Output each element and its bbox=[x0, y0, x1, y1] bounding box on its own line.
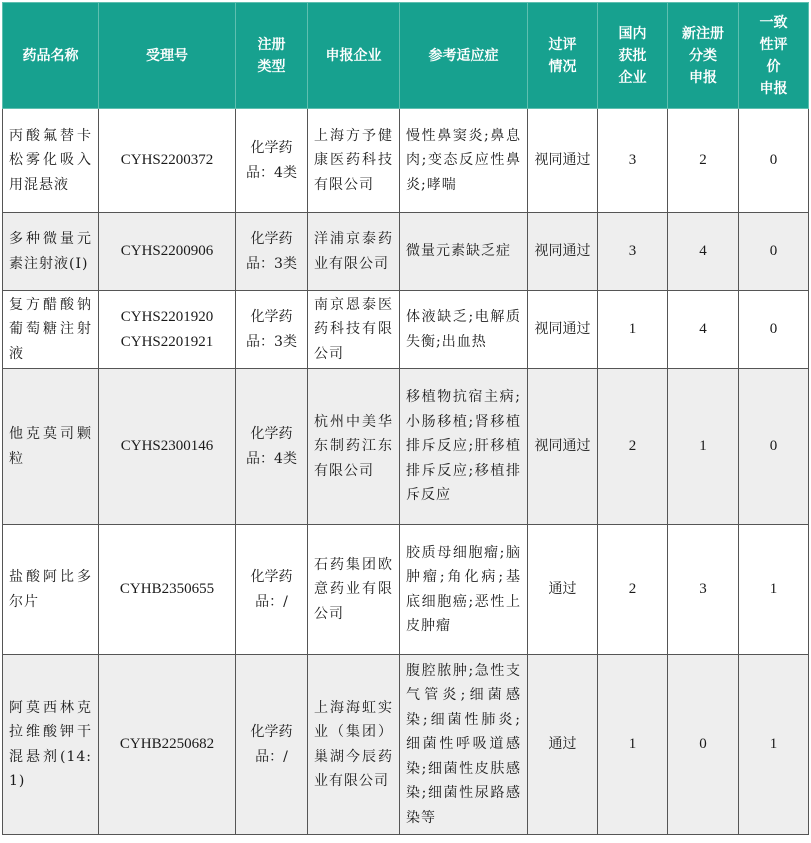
consistency-cell: 0 bbox=[739, 109, 809, 213]
new-reg-cell: 4 bbox=[668, 291, 739, 369]
header-indication: 参考适应症 bbox=[400, 3, 528, 109]
consistency-cell: 0 bbox=[739, 213, 809, 291]
header-new-reg: 新注册 分类 申报 bbox=[668, 3, 739, 109]
header-domestic: 国内 获批 企业 bbox=[598, 3, 668, 109]
accept-no-cell: CYHS2300146 bbox=[99, 369, 236, 525]
domestic-cell: 1 bbox=[598, 291, 668, 369]
header-row bbox=[3, 3, 809, 109]
review-cell: 视同通过 bbox=[528, 291, 598, 369]
new-reg-cell: 3 bbox=[668, 525, 739, 655]
table-row bbox=[3, 525, 809, 655]
accept-no-cell: CYHS2201920 CYHS2201921 bbox=[99, 291, 236, 369]
table-row bbox=[3, 369, 809, 525]
company-cell: 上海方予健康医药科技有限公司 bbox=[308, 109, 400, 213]
accept-no-cell: CYHB2350655 bbox=[99, 525, 236, 655]
consistency-cell: 1 bbox=[739, 655, 809, 835]
drug-name-cell: 阿莫西林克拉维酸钾干混悬剂(14:1) bbox=[3, 655, 99, 835]
drug-name-cell: 复方醋酸钠葡萄糖注射液 bbox=[3, 291, 99, 369]
review-cell: 通过 bbox=[528, 655, 598, 835]
company-cell: 洋浦京泰药业有限公司 bbox=[308, 213, 400, 291]
review-cell: 通过 bbox=[528, 525, 598, 655]
drug-name-cell: 盐酸阿比多尔片 bbox=[3, 525, 99, 655]
review-cell: 视同通过 bbox=[528, 369, 598, 525]
drug-name-cell: 多种微量元素注射液(Ⅰ) bbox=[3, 213, 99, 291]
table-row bbox=[3, 213, 809, 291]
domestic-cell: 3 bbox=[598, 213, 668, 291]
drug-name-cell: 丙酸氟替卡松雾化吸入用混悬液 bbox=[3, 109, 99, 213]
reg-type-cell: 化学药品：/ bbox=[236, 525, 308, 655]
reg-type-cell: 化学药品：4类 bbox=[236, 109, 308, 213]
header-review: 过评 情况 bbox=[528, 3, 598, 109]
domestic-cell: 3 bbox=[598, 109, 668, 213]
indication-cell: 体液缺乏;电解质失衡;出血热 bbox=[400, 291, 528, 369]
company-cell: 石药集团欧意药业有限公司 bbox=[308, 525, 400, 655]
consistency-cell: 0 bbox=[739, 291, 809, 369]
reg-type-cell: 化学药品：4类 bbox=[236, 369, 308, 525]
accept-no-cell: CYHS2200906 bbox=[99, 213, 236, 291]
indication-cell: 胶质母细胞瘤;脑肿瘤;角化病;基底细胞癌;恶性上皮肿瘤 bbox=[400, 525, 528, 655]
domestic-cell: 2 bbox=[598, 525, 668, 655]
reg-type-cell: 化学药品：3类 bbox=[236, 291, 308, 369]
review-cell: 视同通过 bbox=[528, 213, 598, 291]
review-cell: 视同通过 bbox=[528, 109, 598, 213]
domestic-cell: 2 bbox=[598, 369, 668, 525]
header-reg-type: 注册 类型 bbox=[236, 3, 308, 109]
accept-no-cell: CYHS2200372 bbox=[99, 109, 236, 213]
domestic-cell: 1 bbox=[598, 655, 668, 835]
table-row bbox=[3, 655, 809, 835]
indication-cell: 腹腔脓肿;急性支气管炎;细菌感染;细菌性肺炎;细菌性呼吸道感染;细菌性皮肤感染;细菌性尿路感染等 bbox=[400, 655, 528, 835]
reg-type-cell: 化学药品：/ bbox=[236, 655, 308, 835]
accept-no-cell: CYHB2250682 bbox=[99, 655, 236, 835]
company-cell: 上海海虹实业（集团）巢湖今辰药业有限公司 bbox=[308, 655, 400, 835]
consistency-cell: 0 bbox=[739, 369, 809, 525]
company-cell: 杭州中美华东制药江东有限公司 bbox=[308, 369, 400, 525]
table-row bbox=[3, 109, 809, 213]
new-reg-cell: 2 bbox=[668, 109, 739, 213]
consistency-cell: 1 bbox=[739, 525, 809, 655]
header-drug-name: 药品名称 bbox=[3, 3, 99, 109]
header-consistency: 一致 性评 价 申报 bbox=[739, 3, 809, 109]
drug-name-cell: 他克莫司颗粒 bbox=[3, 369, 99, 525]
header-accept-no: 受理号 bbox=[99, 3, 236, 109]
company-cell: 南京恩泰医药科技有限公司 bbox=[308, 291, 400, 369]
reg-type-cell: 化学药品：3类 bbox=[236, 213, 308, 291]
new-reg-cell: 4 bbox=[668, 213, 739, 291]
new-reg-cell: 0 bbox=[668, 655, 739, 835]
drug-approval-table bbox=[2, 2, 809, 835]
table-row bbox=[3, 291, 809, 369]
indication-cell: 微量元素缺乏症 bbox=[400, 213, 528, 291]
indication-cell: 移植物抗宿主病;小肠移植;肾移植排斥反应;肝移植排斥反应;移植排斥反应 bbox=[400, 369, 528, 525]
header-company: 申报企业 bbox=[308, 3, 400, 109]
new-reg-cell: 1 bbox=[668, 369, 739, 525]
indication-cell: 慢性鼻窦炎;鼻息肉;变态反应性鼻炎;哮喘 bbox=[400, 109, 528, 213]
